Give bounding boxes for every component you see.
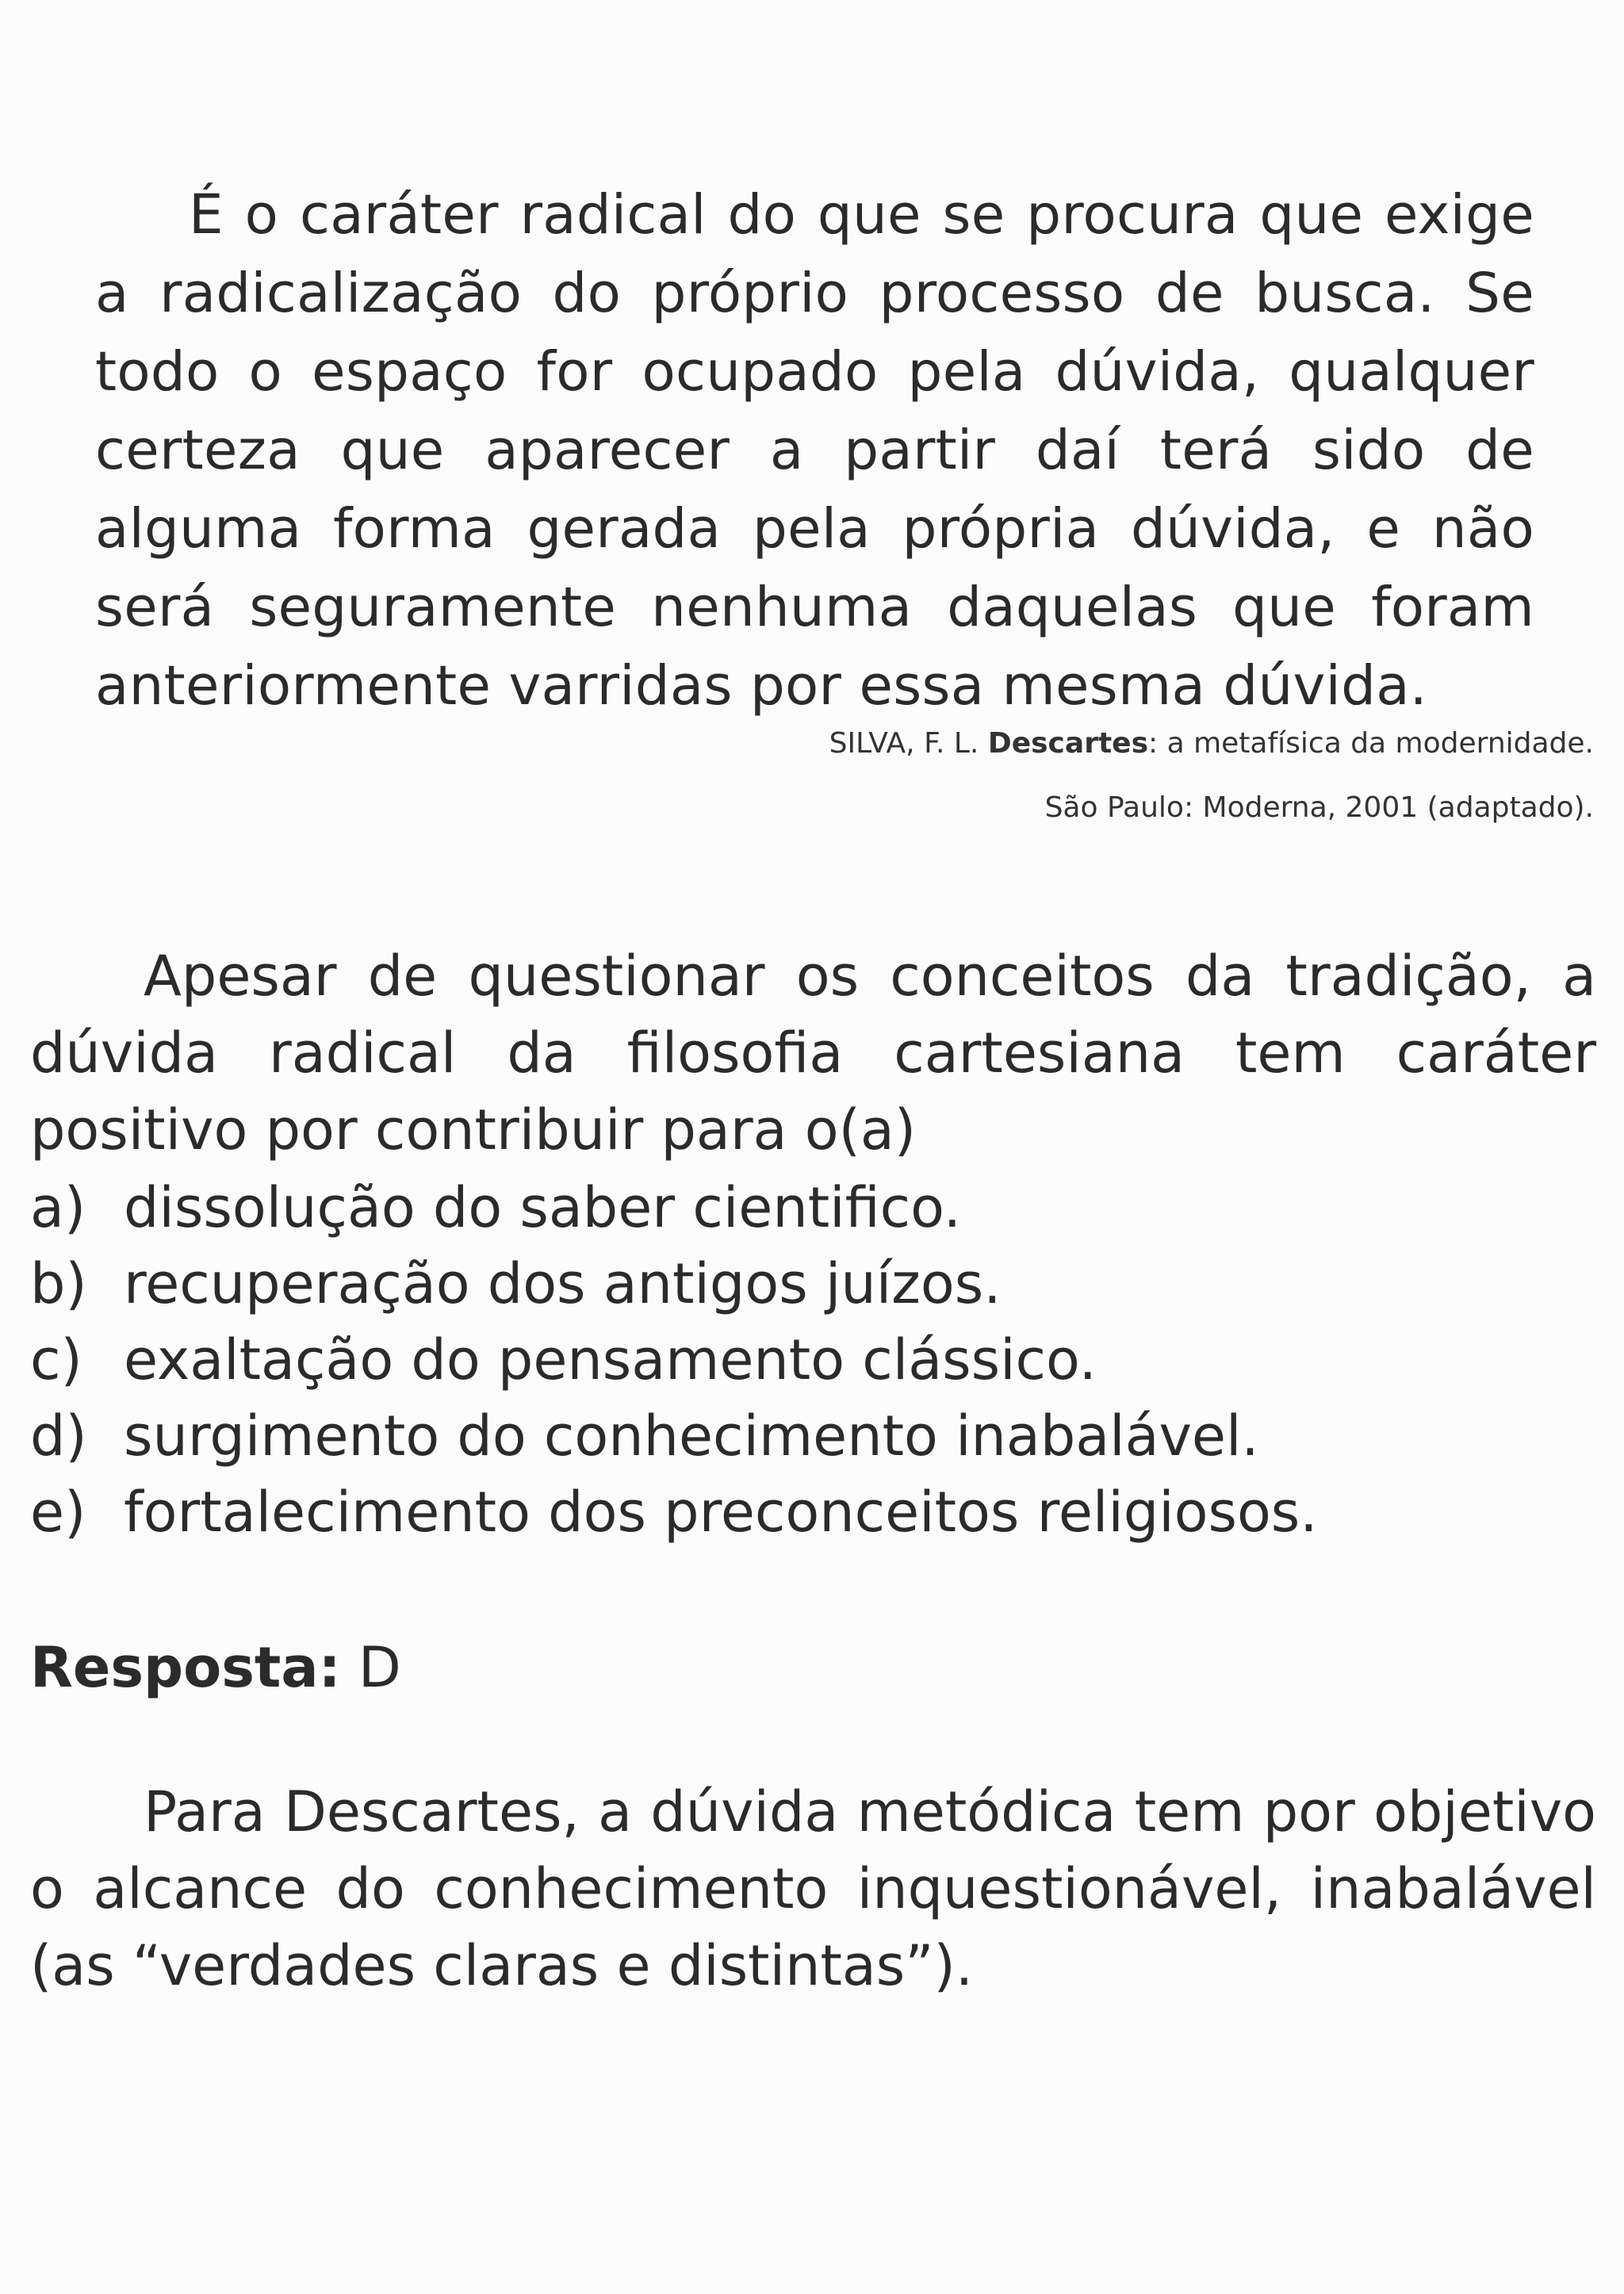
quote-paragraph: É o caráter radical do que se procura que exige a radicalização do próprio processo de busca. Se todo o espaço for ocupado pela dúvida, qualquer certeza que aparecer a partir daí terá sido de alguma forma gerada pela própria dúvida, e não será seguramente nenhuma daquelas que foram anteriormente varridas por essa mesma dúvida. <box>95 183 1534 718</box>
option-letter: b) <box>30 1251 87 1316</box>
option-a <box>30 1170 1596 1246</box>
option-c <box>30 1322 1596 1398</box>
citation-title: Descartes <box>987 727 1148 760</box>
citation-author: SILVA, F. L. <box>829 727 979 760</box>
explanation-paragraph: Para Descartes, a dúvida metódica tem por objetivo o alcance do conhecimento inquestionável, inabalável (as “verdades claras e distintas”). <box>30 1779 1596 1998</box>
option-e <box>30 1474 1596 1550</box>
citation-subtitle: : a metafísica da modernidade. <box>1148 727 1594 760</box>
option-letter: a) <box>30 1175 86 1240</box>
option-text: surgimento do conhecimento inabalável. <box>124 1404 1259 1469</box>
question-stem: Apesar de questionar os conceitos da tradição, a dúvida radical da filosofia cartesiana tem caráter positivo por contribuir para o(a) <box>30 944 1596 1162</box>
citation-line-2: São Paulo: Moderna, 2001 (adaptado). <box>1044 791 1594 824</box>
option-d <box>30 1398 1596 1474</box>
answer-value: D <box>358 1635 401 1700</box>
answer-label: Resposta: <box>30 1635 341 1700</box>
answer-options <box>30 1170 1596 1550</box>
answer-line <box>30 1632 401 1703</box>
option-letter: c) <box>30 1327 82 1392</box>
option-letter: e) <box>30 1480 86 1545</box>
citation-line-1 <box>484 727 1594 760</box>
option-b <box>30 1246 1596 1322</box>
option-letter: d) <box>30 1404 87 1469</box>
option-text: fortalecimento dos preconceitos religiosos. <box>124 1480 1318 1545</box>
option-text: exaltação do pensamento clássico. <box>124 1327 1097 1392</box>
option-text: dissolução do saber cientifico. <box>124 1175 962 1240</box>
option-text: recuperação dos antigos juízos. <box>124 1251 1002 1316</box>
